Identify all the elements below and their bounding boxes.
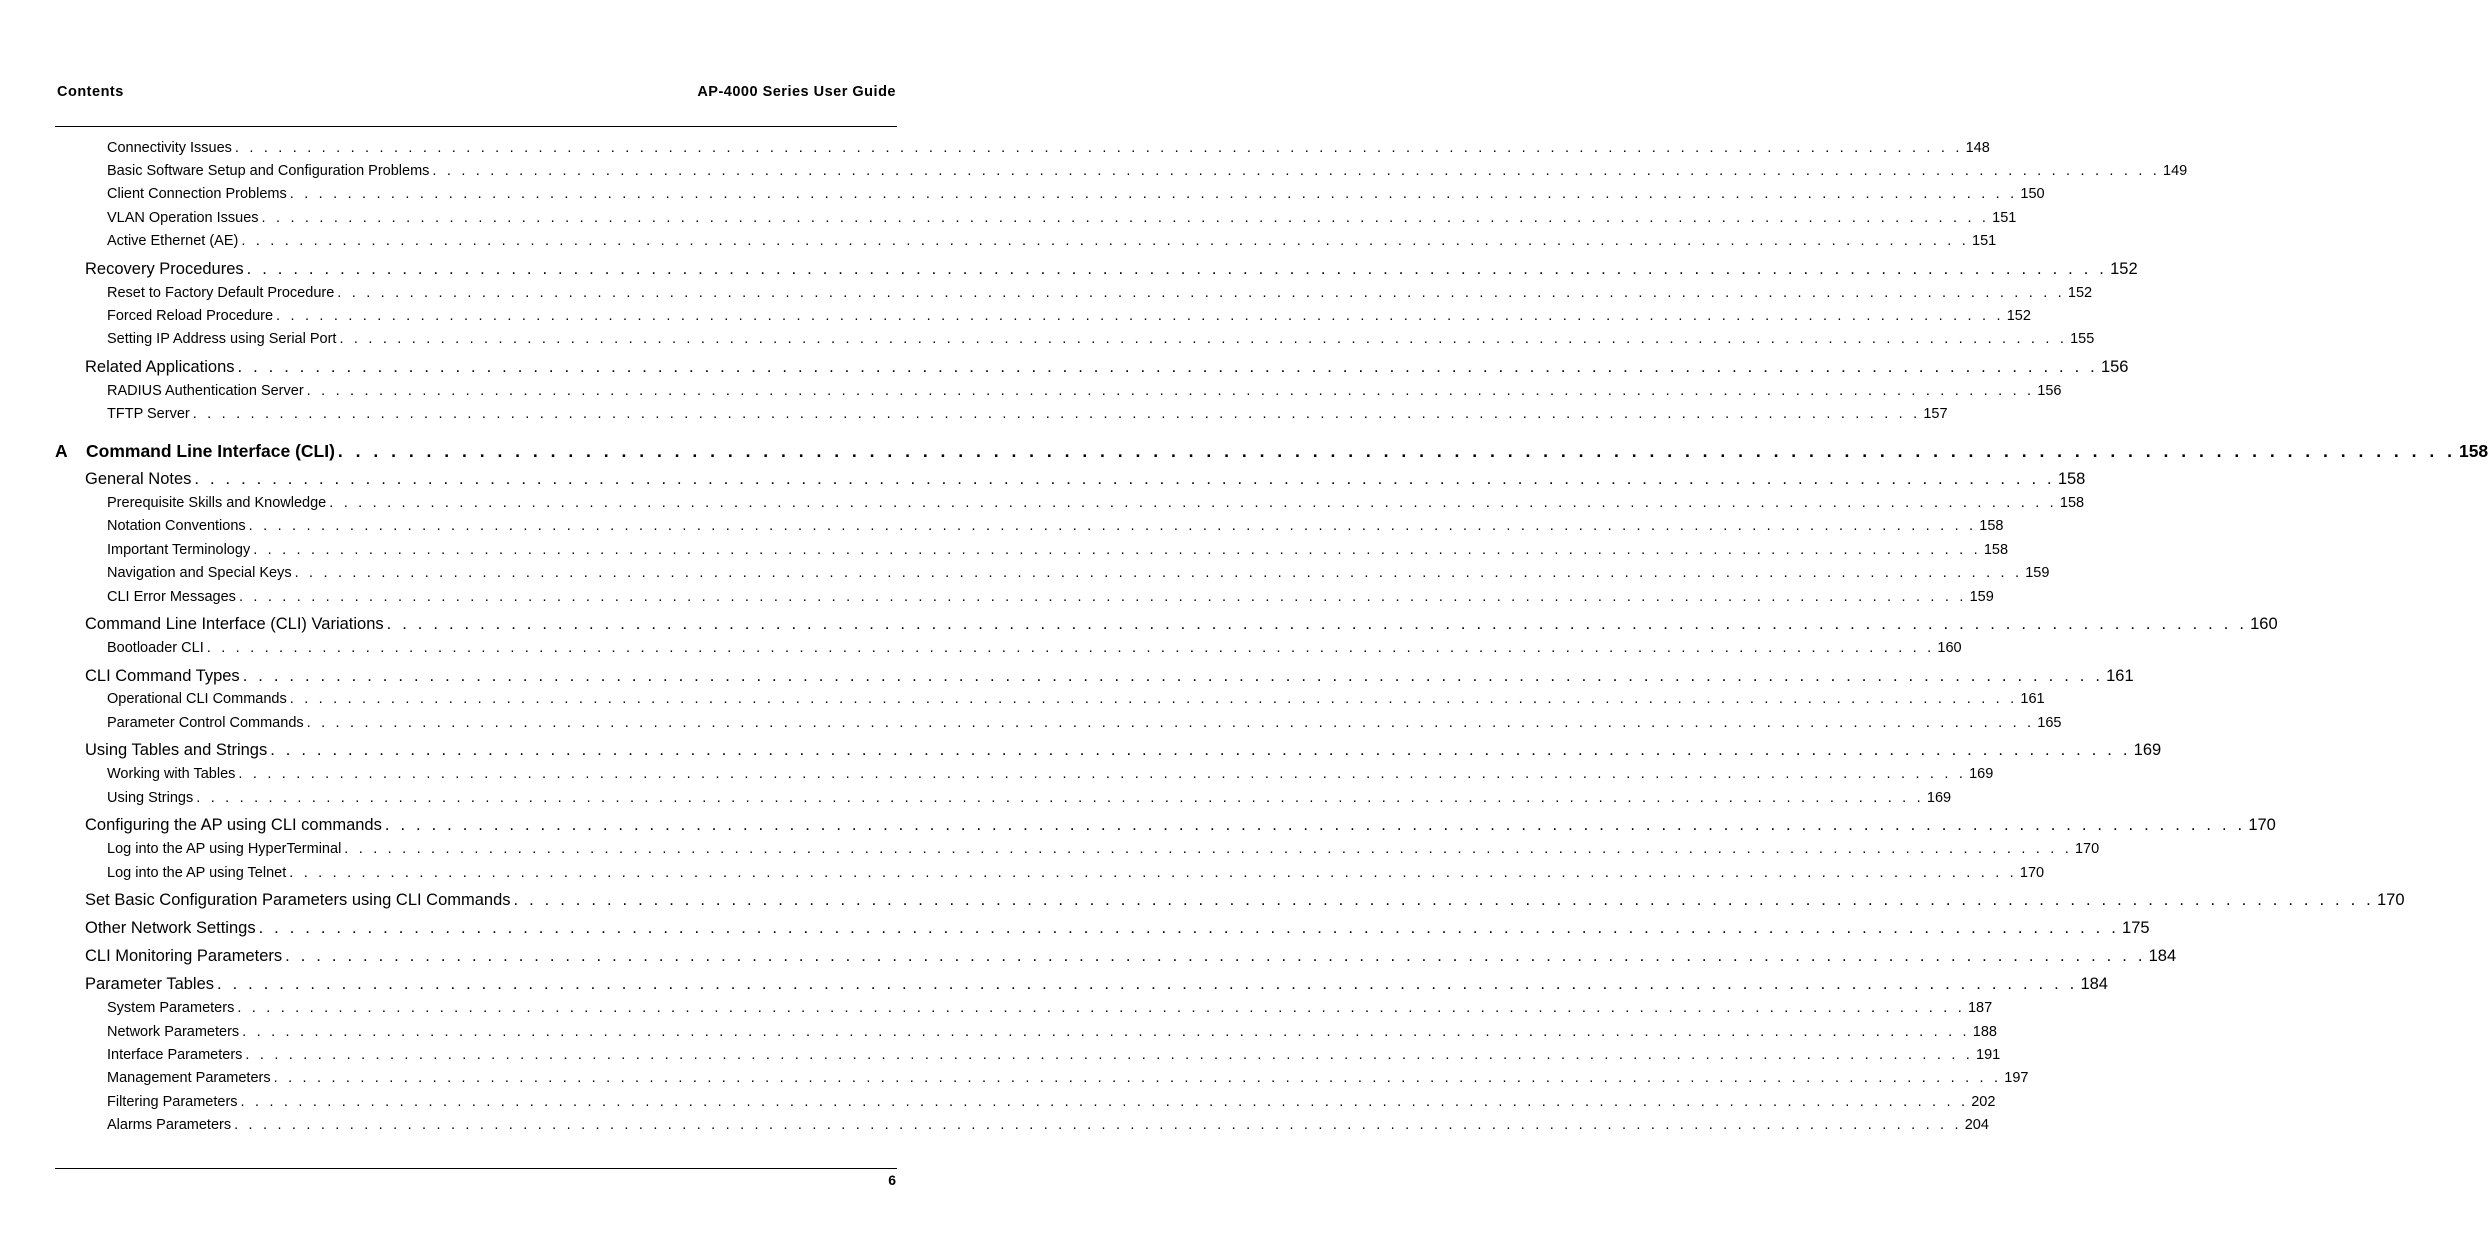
toc-entry-label: Connectivity Issues [107,140,232,156]
toc-page-number: 184 [2080,975,2108,993]
toc-subsection-entry[interactable] [107,383,2062,403]
dot-leader: . . . . . . . . . . . . . . . . . . . . . . . . . . . . . . . . . . . . . . . . . . . . . . . . . . . . . . . . . . . . . . . . . . . . . . . . . . . . . . . . . . . . . . . . . . . . . . . . . . . . . . . . . . . . . . . . . . . . . . . . [294,565,2023,581]
toc-entry-label: System Parameters [107,1000,235,1016]
toc-page-number: 165 [2037,715,2062,731]
toc-entry-label: Alarms Parameters [107,1117,232,1133]
toc-entry-label: Management Parameters [107,1070,271,1086]
toc-subsection-entry[interactable] [107,1070,2029,1090]
dot-leader: . . . . . . . . . . . . . . . . . . . . . . . . . . . . . . . . . . . . . . . . . . . . . . . . . . . . . . . . . . . . . . . . . . . . . . . . . . . . . . . . . . . . . . . . . . . . . . . . . . . . . . . . . . . . . . . . . . . . . . . . [206,640,1935,656]
toc-page-number: 169 [2133,741,2162,759]
dot-leader: . . . . . . . . . . . . . . . . . . . . . . . . . . . . . . . . . . . . . . . . . . . . . . . . . . . . . . . . . . . . . . . . . . . . . . . . . . . . . . . . . . . . . . . . . . . . . . . . . . . . . . . . . . . . . . . . . . . . . . . . [289,186,2018,202]
toc-entry-label: Parameter Control Commands [107,715,304,731]
toc-entry-label: Basic Software Setup and Configuration Problems [107,163,430,179]
dot-leader: . . . . . . . . . . . . . . . . . . . . . . . . . . . . . . . . . . . . . . . . . . . . . . . . . . . . . . . . . . . . . . . . . . . . . . . . . . . . . . . . . . . . . . . . . . . . . . . . . . . . . . . . . . . . . . . . . . . . . . . . [329,495,2057,511]
toc-entry-label: CLI Command Types [85,667,240,685]
dot-leader: . . . . . . . . . . . . . . . . . . . . . . . . . . . . . . . . . . . . . . . . . . . . . . . . . . . . . . . . . . . . . . . . . . . . . . . . . . . . . . . . . . . . . . . . . . . . . . . . . . . . . . . . . . . . . . . . . . . . . . . . [241,233,1969,249]
toc-entry-label: TFTP Server [107,406,190,422]
toc-subsection-entry[interactable] [107,331,2095,351]
toc-page-number: 160 [2250,615,2278,633]
toc-entry-label: Navigation and Special Keys [107,565,292,581]
toc-section-entry[interactable] [85,470,2086,492]
dot-leader: . . . . . . . . . . . . . . . . . . . . . . . . . . . . . . . . . . . . . . . . . . . . . . . . . . . . . . . . . . . . . . . . . . . . . . . . . . . . . . . . . . . . . . . . . . . . . . . . . . . . . . . . . . . . . . . . . . . . . . . . [289,865,2017,881]
toc-page-number: 158 [2458,441,2488,461]
toc-page-number: 148 [1965,140,1990,156]
toc-entry-label: Important Terminology [107,542,251,558]
toc-page-number: 202 [1971,1094,1996,1110]
toc-entry-label: Parameter Tables [85,975,215,993]
toc-subsection-entry[interactable] [107,495,2085,515]
toc-page-number: 158 [1979,518,2004,534]
dot-leader: . . . . . . . . . . . . . . . . . . . . . . . . . . . . . . . . . . . . . . . . . . . . . . . . . . . . . . . . . . . . . . . . . . . . . . . . . . . . . . . . . . . . . . . . . . . . . . . . . . . . . . . . . . . . . . . . . . . . . . . . [242,1024,1970,1040]
dot-leader: . . . . . . . . . . . . . . . . . . . . . . . . . . . . . . . . . . . . . . . . . . . . . . . . . . . . . . . . . . . . . . . . . . . . . . . . . . . . . . . . . . . . . . . . . . . . . . . . . . . . . . . . . . . . . . . . . . . . . . . . [237,1000,1965,1016]
dot-leader: . . . . . . . . . . . . . . . . . . . . . . . . . . . . . . . . . . . . . . . . . . . . . . . . . . . . . . . . . . . . . . . . . . . . . . . . . . . . . . . . . . . . . . . . . . . . . . . . . . . . . . . . . . . . . . . . . . . . . . . . [273,1070,2002,1086]
dot-leader: . . . . . . . . . . . . . . . . . . . . . . . . . . . . . . . . . . . . . . . . . . . . . . . . . . . . . . . . . . . . . . . . . . . . . . . . . . . . . . . . . . . . . . . . . . . . . . . . . . . . . . . . . . . . . . . . . . . . . . . . [238,766,1967,782]
dot-leader: . . . . . . . . . . . . . . . . . . . . . . . . . . . . . . . . . . . . . . . . . . . . . . . . . . . . . . . . . . . . . . . . . . . . . . . . . . . . . . . . . . . . . . . . . . . . . . . . . . . . . . . . . . . . . . . . . . . . . . . . [386,615,2248,633]
toc-entry-label: VLAN Operation Issues [107,210,259,226]
toc-entry-label: CLI Monitoring Parameters [85,947,283,965]
footer-divider [55,1168,897,1169]
toc-page-number: 152 [2110,260,2138,278]
toc-page-number: 159 [2025,565,2050,581]
toc-entry-label: Forced Reload Procedure [107,308,274,324]
toc-page-number: 170 [2019,865,2045,881]
dot-leader: . . . . . . . . . . . . . . . . . . . . . . . . . . . . . . . . . . . . . . . . . . . . . . . . . . . . . . . . . . . . . . . . . . . . . . . . . . . . . . . . . . . . . . . . . . . . . . . . . . . . . . . . . . . . . . . . . . . . . . . . [253,542,1981,558]
toc-section-entry[interactable] [85,975,2108,997]
toc-entry-label: Active Ethernet (AE) [107,233,239,249]
toc-entry-label: Notation Conventions [107,518,246,534]
toc-subsection-entry[interactable] [107,589,1994,609]
dot-leader: . . . . . . . . . . . . . . . . . . . . . . . . . . . . . . . . . . . . . . . . . . . . . . . . . . . . . . . . . . . . . . . . . . . . . . . . . . . . . . . . . . . . . . . . . . . . . . . . . . . . . . . . . . . . . . . . . . . . . . . . [192,406,1921,422]
toc-subsection-entry[interactable] [107,841,2100,861]
header-divider [55,126,897,127]
toc-page-number: 152 [2006,308,2031,324]
toc-page-number: 197 [2004,1070,2029,1086]
toc-entry-label [55,441,335,462]
toc-entry-label: Network Parameters [107,1024,240,1040]
toc-entry-label: Bootloader CLI [107,640,204,656]
toc-entry-label: Configuring the AP using CLI commands [85,816,382,834]
toc-entry-label: Reset to Factory Default Procedure [107,285,335,301]
toc-page-number: 191 [1976,1047,2001,1063]
toc-entry-label: Interface Parameters [107,1047,243,1063]
toc-subsection-entry[interactable] [107,790,1952,810]
toc-subsection-entry[interactable] [107,542,2009,562]
toc-entry-label: Operational CLI Commands [107,691,287,707]
toc-subsection-entry[interactable] [107,210,2017,230]
toc-subsection-entry[interactable] [107,186,2045,206]
toc-entry-label: Working with Tables [107,766,236,782]
toc-page-number: 184 [2148,947,2177,965]
header-document-title: AP-4000 Series User Guide [697,84,896,100]
toc-page-number: 152 [2067,285,2093,301]
toc-page-number: 149 [2163,163,2188,179]
toc-page-number: 156 [2100,358,2129,376]
header-section-title: Contents [57,84,124,100]
toc-entry-label: Setting IP Address using Serial Port [107,331,337,347]
toc-entry-label: Using Strings [107,790,194,806]
toc-entry-label: Prerequisite Skills and Knowledge [107,495,327,511]
toc-section-entry[interactable] [85,919,2150,941]
toc-entry-label: Filtering Parameters [107,1094,238,1110]
toc-entry-label: CLI Error Messages [107,589,236,605]
toc-subsection-entry[interactable] [107,308,2031,328]
toc-page-number: 158 [2059,495,2085,511]
toc-subsection-entry[interactable] [107,518,2004,538]
toc-page-number: 204 [1964,1117,1989,1133]
dot-leader: . . . . . . . . . . . . . . . . . . . . . . . . . . . . . . . . . . . . . . . . . . . . . . . . . . . . . . . . . . . . . . . . . . . . . . . . . . . . . . . . . . . . . . . . . . . . . . . . . . . . . . . . . . . . . . . . . . . . . . . . [234,1117,1962,1133]
toc-entry-label: Other Network Settings [85,919,256,937]
chapter-title: Command Line Interface (CLI) [86,441,335,461]
dot-leader: . . . . . . . . . . . . . . . . . . . . . . . . . . . . . . . . . . . . . . . . . . . . . . . . . . . . . . . . . . . . . . . . . . . . . . . . . . . . . . . . . . . . . . . . . . . . . . . . . . . . . . . . . . . . . . . . . . . . . . . . [237,358,2098,376]
toc-page-number: 161 [2106,667,2134,685]
dot-leader: . . . . . . . . . . . . . . . . . . . . . . . . . . . . . . . . . . . . . . . . . . . . . . . . . . . . . . . . . . . . . . . . . . . . . . . . . . . . . . . . . . . . . . . . . . . . . . . . . . . . . . . . . . . . . . . . . . . . . . . . [196,790,1924,806]
toc-chapter-entry[interactable] [55,441,2488,465]
toc-subsection-entry[interactable] [107,163,2188,183]
toc-section-entry[interactable] [85,358,2129,380]
toc-page-number: 155 [2070,331,2095,347]
toc-page-number: 159 [1969,589,1994,605]
toc-subsection-entry[interactable] [107,1024,1997,1044]
toc-section-entry[interactable] [85,891,2405,913]
dot-leader: . . . . . . . . . . . . . . . . . . . . . . . . . . . . . . . . . . . . . . . . . . . . . . . . . . . . . . . . . . . . . . . . . . . . . . . . . . . . . . . . . . . . . . . . . . . . . . . . . . . . . . . . . . . . . . . . . . . . . . . . [285,947,2146,965]
toc-entry-label: Set Basic Configuration Parameters using CLI Commands [85,891,511,909]
toc-page-number: 170 [2248,816,2276,834]
toc-subsection-entry[interactable] [107,233,1997,253]
toc-section-entry[interactable] [85,741,2162,763]
dot-leader: . . . . . . . . . . . . . . . . . . . . . . . . . . . . . . . . . . . . . . . . . . . . . . . . . . . . . . . . . . . . . . . . . . . . . . . . . . . . . . . . . . . . . . . . . . . . . . . . . . . . . . . . . . . . . . . . . . . . . . . . [384,816,2246,834]
toc-page-number: 156 [2037,383,2062,399]
dot-leader: . . . . . . . . . . . . . . . . . . . . . . . . . . . . . . . . . . . . . . . . . . . . . . . . . . . . . . . . . . . . . . . . . . . . . . . . . . . . . . . . . . . . . . . . . . . . . . . . . . . . . . . . . . . . . . . . . . . . . . . . [276,308,2004,324]
toc-page-number: 169 [1969,766,1994,782]
toc-page-number: 160 [1937,640,1962,656]
toc-section-entry[interactable] [85,947,2177,969]
toc-subsection-entry[interactable] [107,140,1990,160]
dot-leader: . . . . . . . . . . . . . . . . . . . . . . . . . . . . . . . . . . . . . . . . . . . . . . . . . . . . . . . . . . . . . . . . . . . . . . . . . . . . . . . . . . . . . . . . . . . . . . . . . . . . . . . . . . . . . . . . . . . . . . . . [270,741,2131,759]
toc-page-number: 150 [2020,186,2045,202]
page-header [56,84,896,104]
toc-entry-label: Related Applications [85,358,235,376]
dot-leader: . . . . . . . . . . . . . . . . . . . . . . . . . . . . . . . . . . . . . . . . . . . . . . . . . . . . . . . . . . . . . . . . . . . . . . . . . . . . . . . . . . . . . . . . . . . . . . . . . . . . . . . . . . . . . . . . . . . . . . . . [306,383,2035,399]
toc-entry-label: Client Connection Problems [107,186,287,202]
dot-leader: . . . . . . . . . . . . . . . . . . . . . . . . . . . . . . . . . . . . . . . . . . . . . . . . . . . . . . . . . . . . . . . . . . . . . . . . . . . . . . . . . . . . . . . . . . . . . . . . . . . . . . . . . . . . . . . . . . . . . . . . [248,518,1977,534]
toc-page-number: 158 [1983,542,2009,558]
toc-entry-label: Log into the AP using HyperTerminal [107,841,342,857]
toc-section-entry[interactable] [85,615,2278,637]
toc-entry-label: Command Line Interface (CLI) Variations [85,615,384,633]
toc-subsection-entry[interactable] [107,1000,1993,1020]
toc-page-number: 151 [1972,233,1997,249]
dot-leader: . . . . . . . . . . . . . . . . . . . . . . . . . . . . . . . . . . . . . . . . . . . . . . . . . . . . . . . . . . . . . . . . . . . . . . . . . . . . . . . . . . . . . . . . . . . . . . . . . . . . . . . . . . . . . . . . . . . . . . . . [194,470,2055,488]
toc-page-number: 161 [2020,691,2045,707]
toc-section-entry[interactable] [85,667,2134,689]
dot-leader: . . . . . . . . . . . . . . . . . . . . . . . . . . . . . . . . . . . . . . . . . . . . . . . . . . . . . . . . . . . . . . . . . . . . . . . . . . . . . . . . . . . . . . . . . . . . . . . . . . . . . . . . . . . . . . . . . . . . . . . . [242,667,2104,685]
dot-leader: . . . . . . . . . . . . . . . . . . . . . . . . . . . . . . . . . . . . . . . . . . . . . . . . . . . . . . . . . . . . . . . . . . . . . . . . . . . . . . . . . . . . . . . . . . . . . . . . . . . . . . . . . . . . . . . . . . . . . . . . [261,210,1990,226]
dot-leader: . . . . . . . . . . . . . . . . . . . . . . . . . . . . . . . . . . . . . . . . . . . . . . . . . . . . . . . . . . . . . . . . . . . . . . . . . . . . . . . . . . . . . . . . . . . . . . . . . . . . . . . . . . . . . . . . . . . . . . . . [337,285,2065,301]
toc-page-number: 188 [1972,1024,1997,1040]
toc-subsection-entry[interactable] [107,406,1948,426]
toc-page-number: 175 [2122,919,2150,937]
toc-subsection-entry[interactable] [107,1117,1989,1137]
dot-leader: . . . . . . . . . . . . . . . . . . . . . . . . . . . . . . . . . . . . . . . . . . . . . . . . . . . . . . . . . . . . . . . . . . . . . . . . . . . . . . . . . . . . . . . . . . . . . . . . . . . . . . . . . . . . . . . . . . . . . . . . [289,691,2018,707]
toc-subsection-entry[interactable] [107,565,2050,585]
toc-subsection-entry[interactable] [107,766,1994,786]
toc-page-number: 157 [1923,406,1948,422]
toc-page-number: 151 [1992,210,2017,226]
dot-leader: . . . . . . . . . . . . . . . . . . . . . . . . . . . . . . . . . . . . . . . . . . . . . . . . . . . . . . . . . . . . . . . . . . . . . . . . . . . . . . . . . . . . . . . . . . . . . . . . . . . . . . . . . . . . . . . . . . . . . . . . [337,441,2456,461]
toc-entry-label: Recovery Procedures [85,260,244,278]
toc-section-entry[interactable] [85,260,2138,282]
toc-page-number: 170 [2376,891,2405,909]
dot-leader: . . . . . . . . . . . . . . . . . . . . . . . . . . . . . . . . . . . . . . . . . . . . . . . . . . . . . . . . . . . . . . . . . . . . . . . . . . . . . . . . . . . . . . . . . . . . . . . . . . . . . . . . . . . . . . . . . . . . . . . . [240,1094,1969,1110]
toc-subsection-entry[interactable] [107,715,2062,735]
toc-entry-label: RADIUS Authentication Server [107,383,304,399]
dot-leader: . . . . . . . . . . . . . . . . . . . . . . . . . . . . . . . . . . . . . . . . . . . . . . . . . . . . . . . . . . . . . . . . . . . . . . . . . . . . . . . . . . . . . . . . . . . . . . . . . . . . . . . . . . . . . . . . . . . . . . . . [258,919,2120,937]
dot-leader: . . . . . . . . . . . . . . . . . . . . . . . . . . . . . . . . . . . . . . . . . . . . . . . . . . . . . . . . . . . . . . . . . . . . . . . . . . . . . . . . . . . . . . . . . . . . . . . . . . . . . . . . . . . . . . . . . . . . . . . . [513,891,2374,909]
dot-leader: . . . . . . . . . . . . . . . . . . . . . . . . . . . . . . . . . . . . . . . . . . . . . . . . . . . . . . . . . . . . . . . . . . . . . . . . . . . . . . . . . . . . . . . . . . . . . . . . . . . . . . . . . . . . . . . . . . . . . . . . [238,589,1967,605]
toc-subsection-entry[interactable] [107,1094,1996,1114]
dot-leader: . . . . . . . . . . . . . . . . . . . . . . . . . . . . . . . . . . . . . . . . . . . . . . . . . . . . . . . . . . . . . . . . . . . . . . . . . . . . . . . . . . . . . . . . . . . . . . . . . . . . . . . . . . . . . . . . . . . . . . . . [306,715,2035,731]
toc-subsection-entry[interactable] [107,1047,2001,1067]
toc-page-number: 158 [2057,470,2086,488]
toc-subsection-entry[interactable] [107,865,2045,885]
toc-page-number: 169 [1926,790,1952,806]
toc-subsection-entry[interactable] [107,640,1962,660]
toc-page-number: 170 [2074,841,2100,857]
toc-subsection-entry[interactable] [107,691,2045,711]
dot-leader: . . . . . . . . . . . . . . . . . . . . . . . . . . . . . . . . . . . . . . . . . . . . . . . . . . . . . . . . . . . . . . . . . . . . . . . . . . . . . . . . . . . . . . . . . . . . . . . . . . . . . . . . . . . . . . . . . . . . . . . . [432,163,2161,179]
toc-section-entry[interactable] [85,816,2276,838]
dot-leader: . . . . . . . . . . . . . . . . . . . . . . . . . . . . . . . . . . . . . . . . . . . . . . . . . . . . . . . . . . . . . . . . . . . . . . . . . . . . . . . . . . . . . . . . . . . . . . . . . . . . . . . . . . . . . . . . . . . . . . . . [339,331,2068,347]
toc-entry-label: Using Tables and Strings [85,741,268,759]
toc-entry-label: Log into the AP using Telnet [107,865,287,881]
toc-page-number: 187 [1967,1000,1993,1016]
dot-leader: . . . . . . . . . . . . . . . . . . . . . . . . . . . . . . . . . . . . . . . . . . . . . . . . . . . . . . . . . . . . . . . . . . . . . . . . . . . . . . . . . . . . . . . . . . . . . . . . . . . . . . . . . . . . . . . . . . . . . . . . [344,841,2072,857]
toc-entry-label: General Notes [85,470,192,488]
dot-leader: . . . . . . . . . . . . . . . . . . . . . . . . . . . . . . . . . . . . . . . . . . . . . . . . . . . . . . . . . . . . . . . . . . . . . . . . . . . . . . . . . . . . . . . . . . . . . . . . . . . . . . . . . . . . . . . . . . . . . . . . [234,140,1963,156]
dot-leader: . . . . . . . . . . . . . . . . . . . . . . . . . . . . . . . . . . . . . . . . . . . . . . . . . . . . . . . . . . . . . . . . . . . . . . . . . . . . . . . . . . . . . . . . . . . . . . . . . . . . . . . . . . . . . . . . . . . . . . . . [246,260,2108,278]
appendix-letter: A [55,441,68,461]
dot-leader: . . . . . . . . . . . . . . . . . . . . . . . . . . . . . . . . . . . . . . . . . . . . . . . . . . . . . . . . . . . . . . . . . . . . . . . . . . . . . . . . . . . . . . . . . . . . . . . . . . . . . . . . . . . . . . . . . . . . . . . . [245,1047,1974,1063]
toc-subsection-entry[interactable] [107,285,2093,305]
page-number: 6 [888,1172,896,1188]
dot-leader: . . . . . . . . . . . . . . . . . . . . . . . . . . . . . . . . . . . . . . . . . . . . . . . . . . . . . . . . . . . . . . . . . . . . . . . . . . . . . . . . . . . . . . . . . . . . . . . . . . . . . . . . . . . . . . . . . . . . . . . . [217,975,2078,993]
